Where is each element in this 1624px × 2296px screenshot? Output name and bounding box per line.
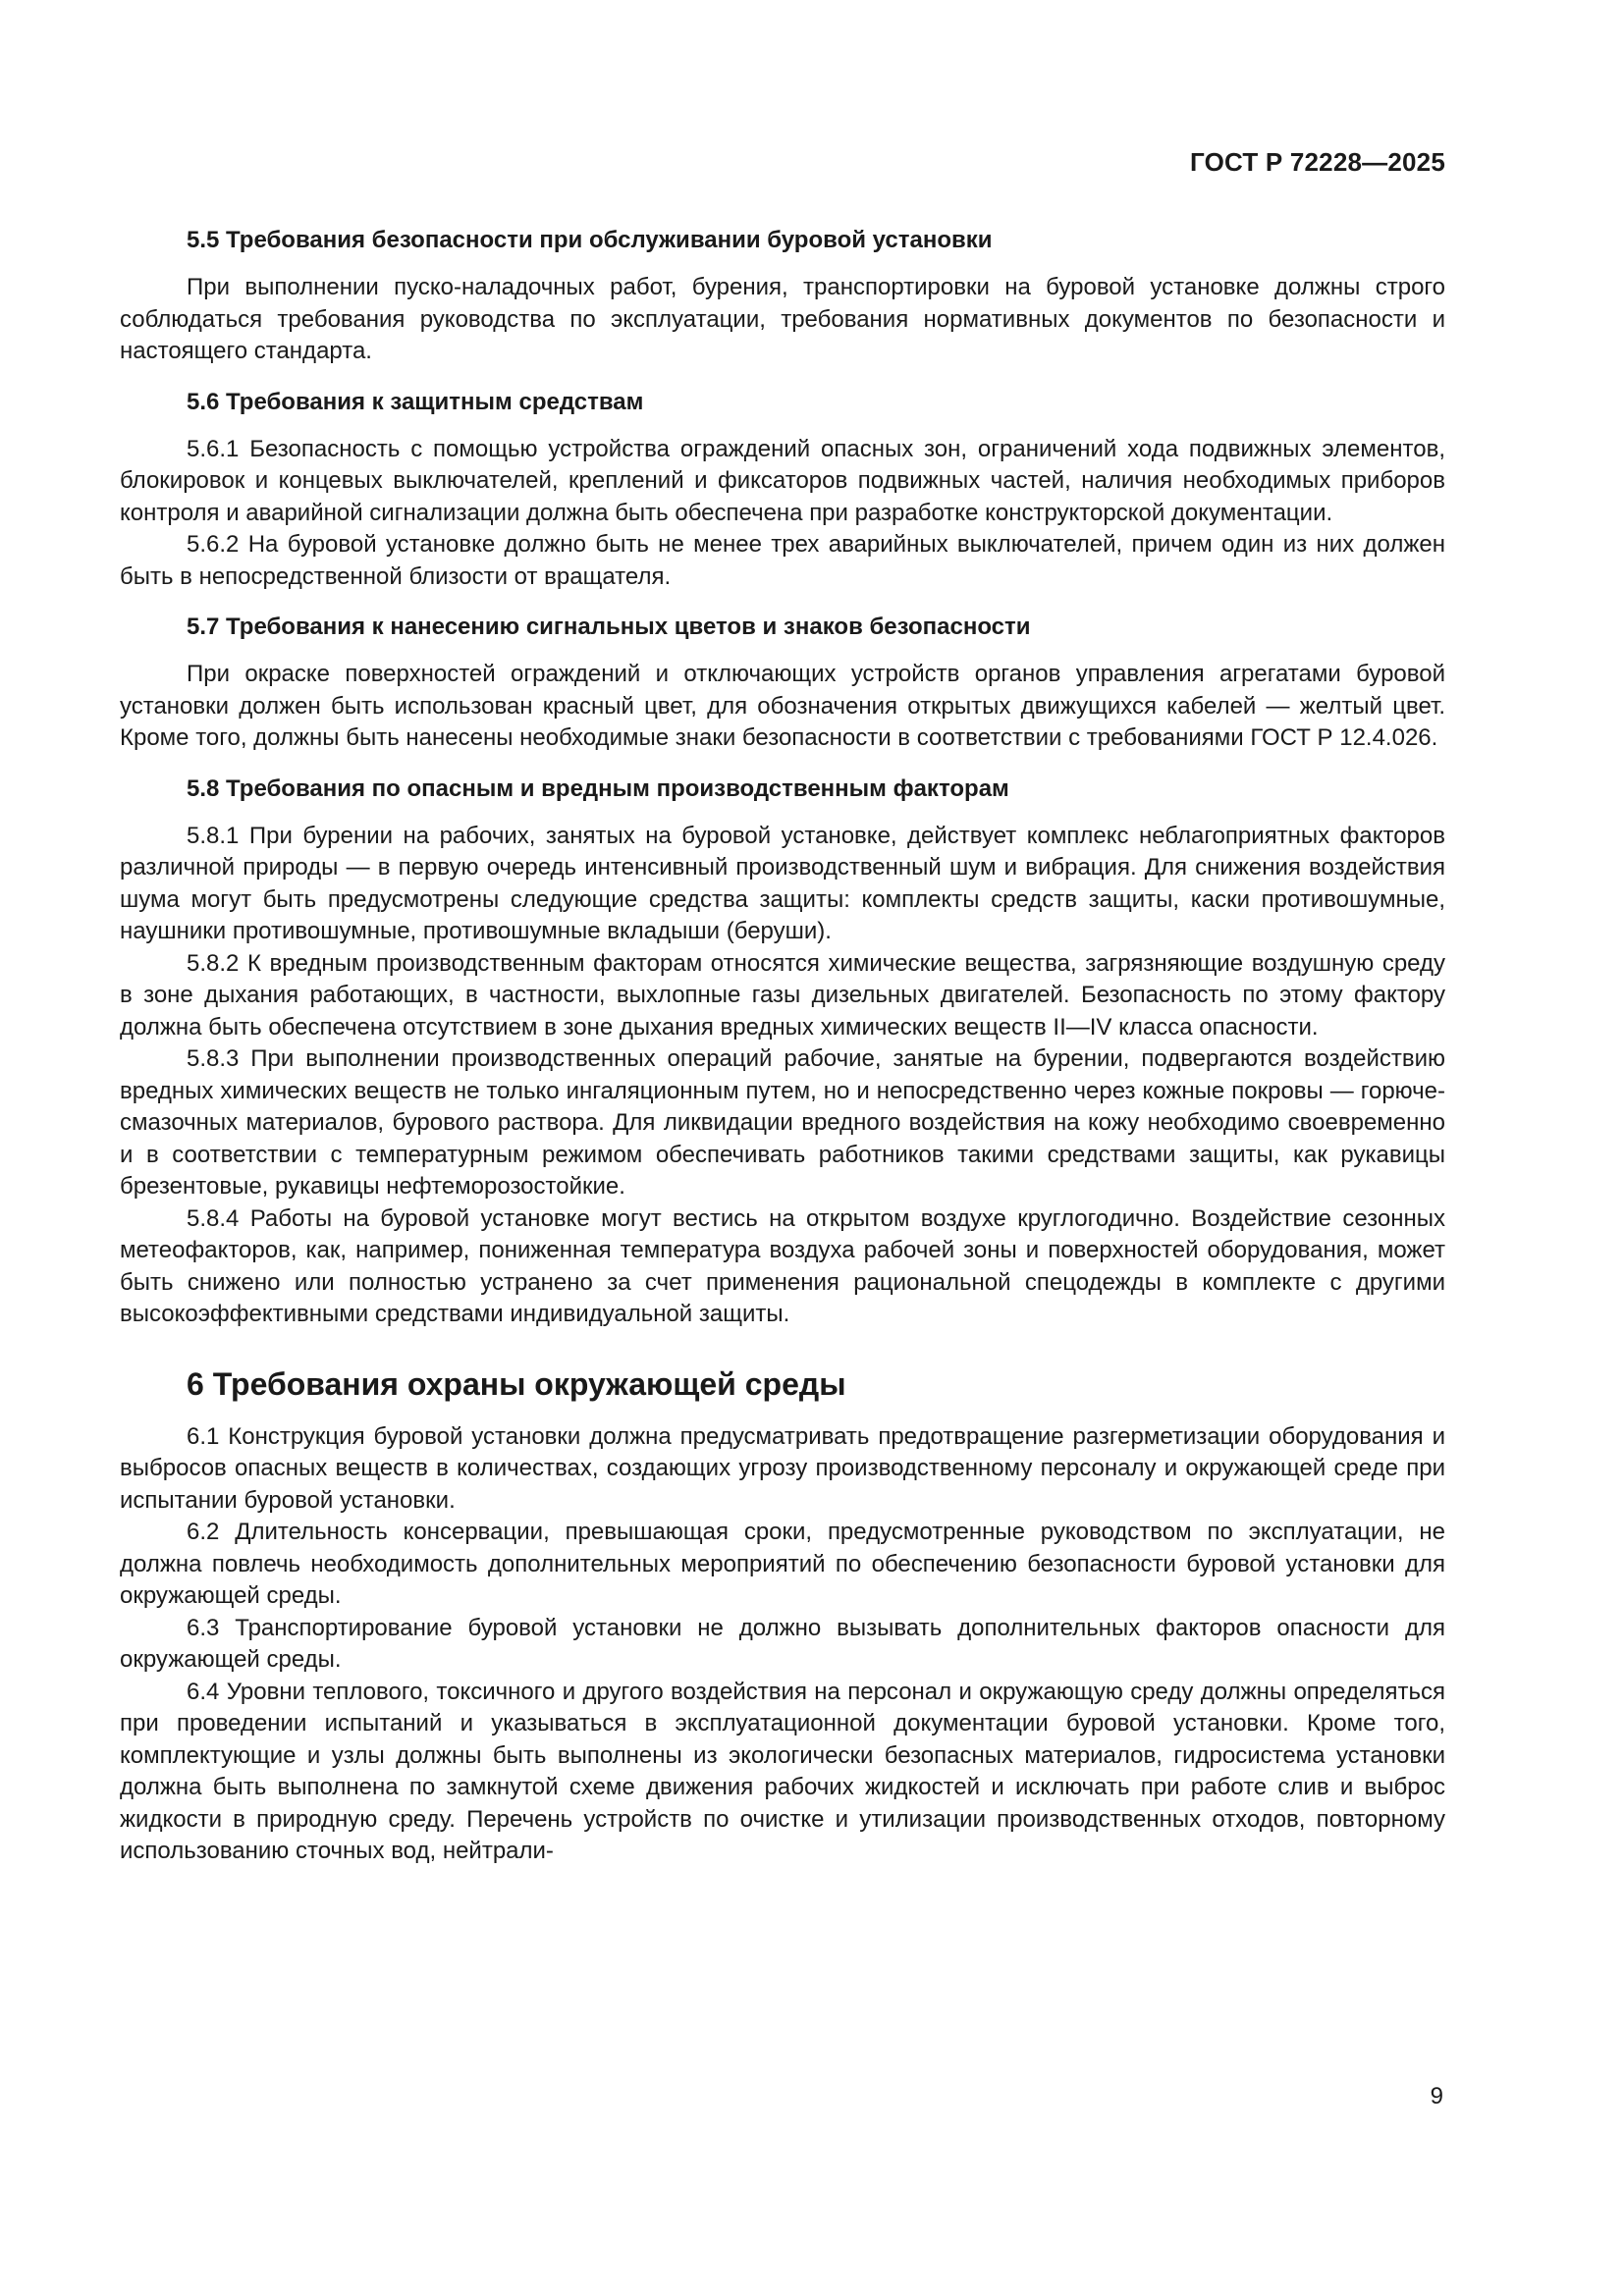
document-code-header: ГОСТ Р 72228—2025 — [1190, 147, 1445, 177]
section-heading-5-5: 5.5 Требования безопасности при обслуживании буровой установки — [187, 227, 993, 253]
paragraph-6-2: 6.2 Длительность консервации, превышающая сроки, предусмотренные руководством по эксплуатации, не должна повлечь необходимость дополнительных мероприятий по обеспечению безопасности буровой установки для окружающей среды. — [120, 1519, 1445, 1609]
document-body — [120, 224, 1445, 1868]
spacer — [120, 755, 1445, 773]
section-heading-5-6: 5.6 Требования к защитным средствам — [187, 388, 644, 415]
paragraph-5-8-2: 5.8.2 К вредным производственным факторам относятся химические вещества, загрязняющие воздушную среду в зоне дыхания работающих, в частности, выхлопные газы дизельных двигателей. Безопасность по этому фактору должна быть обеспечена отсутствием в зоне дыхания вредных химических веществ II—IV класса опасности. — [120, 949, 1445, 1041]
paragraph-5-6-2: 5.6.2 На буровой установке должно быть не менее трех аварийных выключателей, причем один из них должен быть в непосредственной близости от вращателя. — [120, 531, 1445, 590]
paragraph-6-4: 6.4 Уровни теплового, токсичного и другого воздействия на персонал и окружающую среду должны определяться при проведении испытаний и указываться в эксплуатационной документации буровой установки. Кроме того, комплектующие и узлы должны быть выполнены из экологически безопасных материалов, гидросистема установки должна быть выполнена по замкнутой схеме движения рабочих жидкостей и исключать при работе слив и выброс жидкости в природную среду. Перечень устройств по очистке и утилизации производственных отходов, повторному использованию сточных вод, нейтрали- — [120, 1678, 1445, 1864]
page-number: 9 — [1430, 2083, 1443, 2109]
paragraph-6-3: 6.3 Транспортирование буровой установки не должно вызывать дополнительных факторов опасности для окружающей среды. — [120, 1614, 1445, 1673]
spacer — [120, 593, 1445, 611]
paragraph-5-8-1: 5.8.1 При бурении на рабочих, занятых на буровой установке, действует комплекс неблагоприятных факторов различной природы — в первую очередь интенсивный производственный шум и вибрация. Для снижения воздействия шума могут быть предусмотрены следующие средства защиты: комплекты средств защиты, каски противошумные, наушники противошумные, противошумные вкладыши (беруши). — [120, 822, 1445, 944]
paragraph-5-5: При выполнении пуско-наладочных работ, бурения, транспортировки на буровой установке должны строго соблюдаться требования руководства по эксплуатации, требования нормативных документов по безопасности и настоящего стандарта. — [120, 274, 1445, 364]
paragraph-5-8-3: 5.8.3 При выполнении производственных операций рабочие, занятые на бурении, подвергаются воздействию вредных химических веществ не только ингаляционным путем, но и непосредственно через кожные покровы — горюче-смазочных материалов, бурового раствора. Для ликвидации вредного воздействия на кожу необходимо своевременно и в соответствии с температурным режимом обеспечивать работников такими средствами защиты, как рукавицы брезентовые, рукавицы нефтеморозостойкие. — [120, 1045, 1445, 1200]
spacer — [120, 368, 1445, 386]
paragraph-6-1: 6.1 Конструкция буровой установки должна предусматривать предотвращение разгерметизации оборудования и выбросов опасных веществ в количествах, создающих угрозу производственному персоналу и окружающей среде при испытании буровой установки. — [120, 1422, 1445, 1514]
section-heading-5-8: 5.8 Требования по опасным и вредным производственным факторам — [187, 774, 1009, 802]
paragraph-5-8-4: 5.8.4 Работы на буровой установке могут вестись на открытом воздухе круглогодично. Воздействие сезонных метеофакторов, как, например, пониженная температура воздуха рабочей зоны и поверхностей оборудования, может быть снижено или полностью устранено за счет применения рациональной спецодежды в комплекте с другими высокоэффективными средствами индивидуальной защиты. — [120, 1204, 1445, 1327]
paragraph-5-6-1: 5.6.1 Безопасность с помощью устройства ограждений опасных зон, ограничений хода подвижных элементов, блокировок и концевых выключателей, креплений и фиксаторов подвижных частей, наличия необходимых приборов контроля и аварийной сигнализации должна быть обеспечена при разработке конструкторской документации. — [120, 435, 1445, 526]
paragraph-5-7: При окраске поверхностей ограждений и отключающих устройств органов управления агрегатами буровой установки должен быть использован красный цвет, для обозначения открытых движущихся кабелей — желтый цвет. Кроме того, должны быть нанесены необходимые знаки безопасности в соответствии с требованиями ГОСТ Р 12.4.026. — [120, 661, 1445, 751]
section-heading-6: 6 Требования охраны окружающей среды — [187, 1365, 846, 1402]
section-heading-5-7: 5.7 Требования к нанесению сигнальных цветов и знаков безопасности — [187, 614, 1031, 640]
